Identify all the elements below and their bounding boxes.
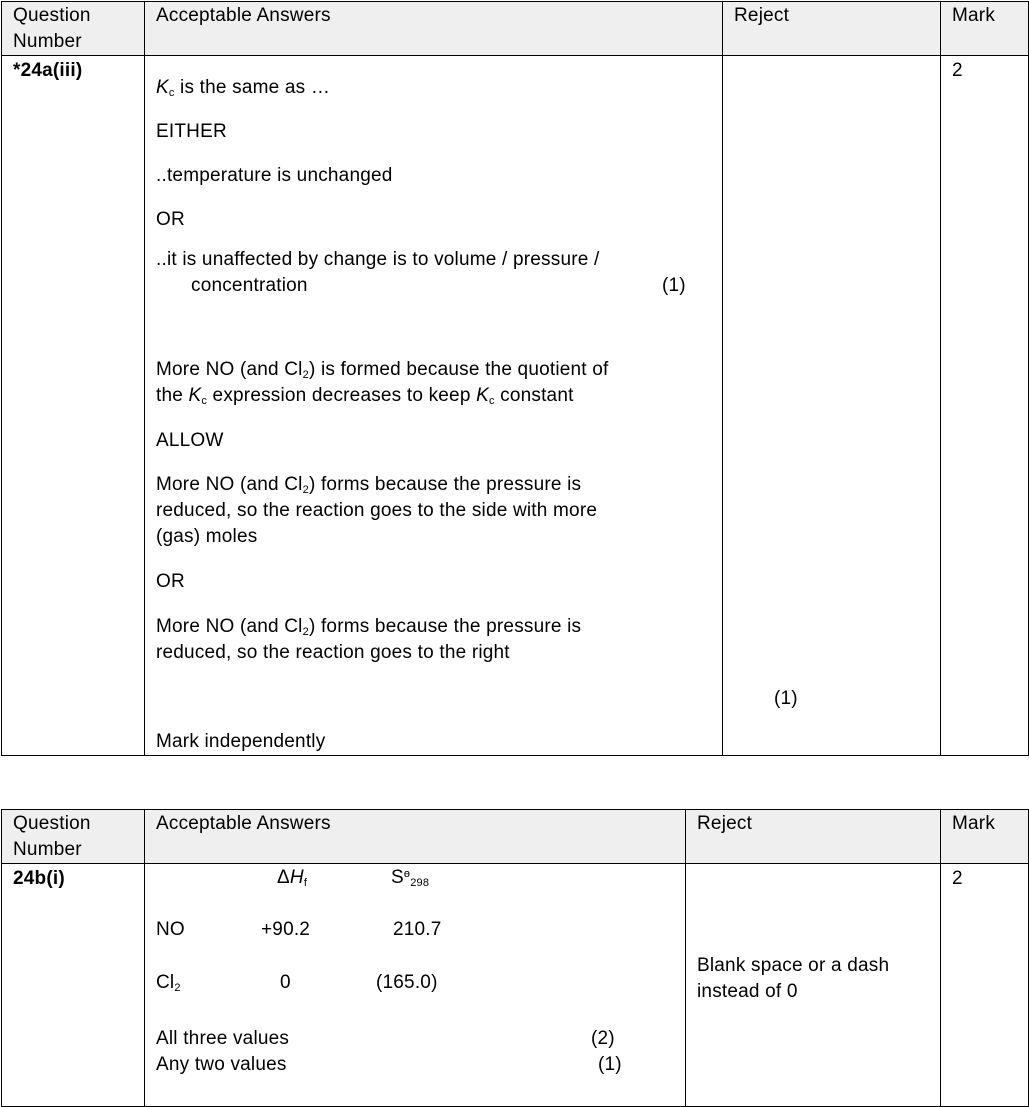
answer-row	[2, 864, 1029, 1107]
cl2-enthalpy: 0	[280, 972, 291, 993]
no-entropy: 210.7	[393, 919, 442, 940]
no-label: NO	[156, 919, 185, 940]
all-three-line: All three values	[156, 1028, 290, 1049]
allow-line: ALLOW	[156, 430, 224, 451]
mark-scheme-table-24b-i	[1, 809, 1029, 1107]
mark-value: 2	[941, 864, 1029, 1107]
mark-independently-line: Mark independently	[156, 731, 326, 752]
reject-cell: Blank space or a dash instead of 0	[686, 864, 941, 1107]
no-enthalpy: +90.2	[261, 919, 311, 940]
question-number: 24b(i)	[2, 864, 145, 1107]
kc-same-line: $K_c$ is the same as …	[156, 77, 331, 99]
temperature-line: ..temperature is unchanged	[156, 165, 393, 186]
mark-header: Mark	[941, 2, 1029, 56]
cl2-entropy: (165.0)	[376, 972, 438, 993]
header-row	[2, 2, 1029, 56]
acceptable-answers-cell	[145, 56, 798, 756]
mark-scheme-table-24a-iii	[1, 1, 1029, 756]
header-row	[2, 810, 1029, 864]
mark-b: (1)	[774, 688, 798, 709]
cl2-label: $Cl_2$	[156, 972, 181, 994]
gas-moles-line: (gas) moles	[156, 526, 258, 547]
any-two-line: Any two values	[156, 1054, 287, 1075]
acceptable-answers-header: Acceptable Answers	[145, 810, 686, 864]
question-number: *24a(iii)	[2, 56, 145, 756]
reject-header: Reject	[686, 810, 941, 864]
acceptable-answers-cell	[145, 864, 686, 1107]
mark-value: 2	[941, 56, 1029, 756]
question-number-header: Question Number	[2, 810, 145, 864]
reject-cell	[723, 56, 941, 756]
mark-header: Mark	[941, 810, 1029, 864]
answer-row	[2, 56, 1029, 756]
more-no-line-c: More NO (and $Cl_2$) forms because the pressure is	[156, 616, 582, 638]
concentration-line: concentration	[191, 275, 308, 296]
reject-header: Reject	[723, 2, 941, 56]
enthalpy-heading: $\Delta H_f$	[277, 867, 308, 889]
all-three-mark: (2)	[591, 1028, 615, 1049]
any-two-mark: (1)	[598, 1054, 622, 1075]
unaffected-line: ..it is unaffected by change is to volume / pressure /	[156, 249, 600, 270]
question-number-header: Question Number	[2, 2, 145, 56]
more-no-line-a: More NO (and $Cl_2$) is formed because the quotient of	[156, 359, 609, 381]
entropy-heading: $S^ө_{298}$	[391, 867, 430, 889]
mark-a: (1)	[662, 275, 686, 296]
either-line: EITHER	[156, 121, 227, 142]
expression-line: the $K_c$ expression decreases to keep $K_c$ constant	[156, 385, 574, 407]
more-no-line-b: More NO (and $Cl_2$) forms because the pressure is	[156, 474, 582, 496]
or-line-1: OR	[156, 209, 185, 230]
or-line-2: OR	[156, 571, 185, 592]
reduced-right-line: reduced, so the reaction goes to the right	[156, 642, 510, 663]
reduced-more-line: reduced, so the reaction goes to the side with more	[156, 500, 598, 521]
acceptable-answers-header: Acceptable Answers	[145, 2, 723, 56]
